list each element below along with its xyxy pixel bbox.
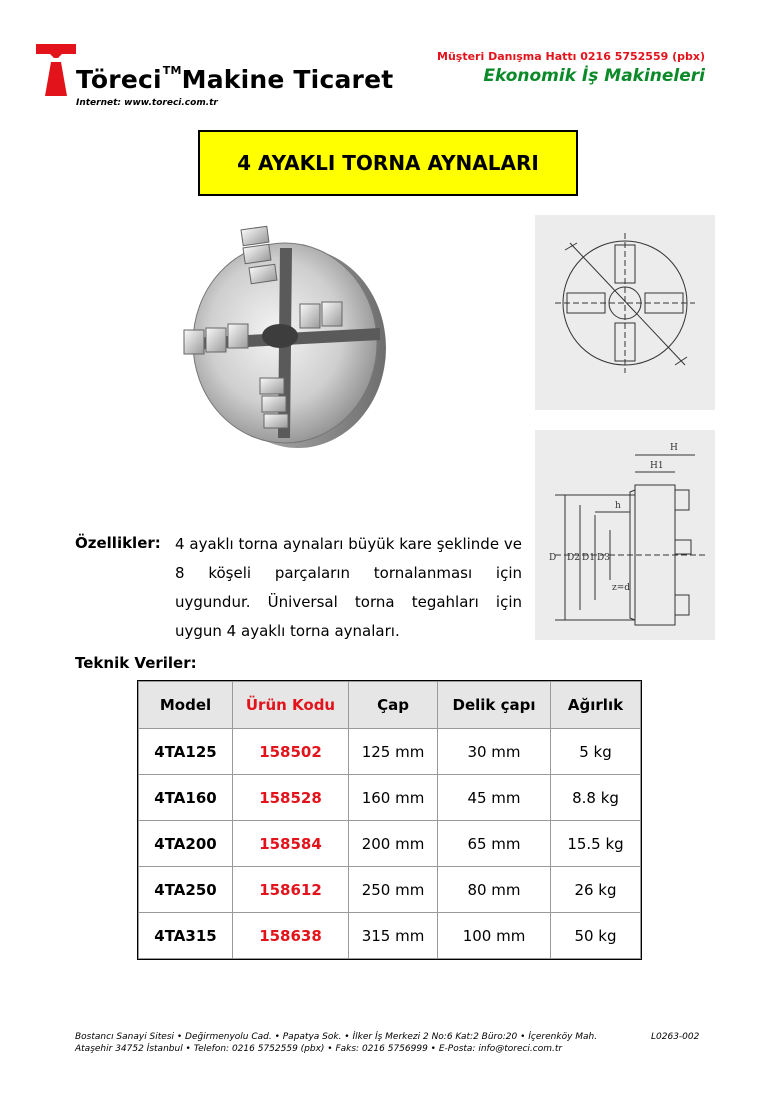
page-title: 4 AYAKLI TORNA AYNALARI	[198, 130, 578, 196]
document-code: L0263-002	[651, 1032, 700, 1042]
table-row	[139, 867, 641, 913]
chuck-photo-image	[180, 218, 390, 458]
cell-product-code: 158502	[233, 729, 349, 775]
dim-label-zd: z=d	[612, 583, 631, 593]
cell-diameter: 125 mm	[349, 729, 438, 775]
website-link[interactable]: Internet: www.toreci.com.tr	[76, 98, 218, 108]
cell-product-code: 158612	[233, 867, 349, 913]
cell-weight: 15.5 kg	[551, 821, 641, 867]
footer-address: Bostancı Sanayi Sitesi • Değirmenyolu Cad. • Papatya Sok. • İlker İş Merkezi 2 No:6 Kat:2 Büro:20 • İçerenköy Mah.	[75, 1032, 598, 1042]
technical-data-label: Teknik Veriler:	[75, 654, 197, 672]
cell-weight: 5 kg	[551, 729, 641, 775]
col-header-diameter: Çap	[349, 682, 438, 729]
cell-diameter: 315 mm	[349, 913, 438, 959]
dim-label-D: D	[549, 553, 557, 563]
dim-label-D2: D2	[567, 553, 580, 563]
dim-label-D3: D3	[597, 553, 610, 563]
cell-weight: 8.8 kg	[551, 775, 641, 821]
brand-name: Töreci™Makine Ticaret	[76, 64, 394, 94]
cell-diameter: 160 mm	[349, 775, 438, 821]
col-header-model: Model	[139, 682, 233, 729]
spec-table	[138, 681, 641, 959]
cell-weight: 50 kg	[551, 913, 641, 959]
features-text: 4 ayaklı torna aynaları büyük kare şeklinde ve 8 köşeli parçaların tornalanması için uygundur. Üniversal torna tegahları için uygun 4 ayaklı torna aynaları.	[175, 535, 522, 640]
cell-model: 4TA125	[139, 729, 233, 775]
dim-label-D1: D1	[582, 553, 595, 563]
col-header-weight: Ağırlık	[551, 682, 641, 729]
logo-icon	[36, 44, 76, 96]
cell-diameter: 250 mm	[349, 867, 438, 913]
chuck-side-section-diagram	[535, 430, 715, 640]
cell-product-code: 158528	[233, 775, 349, 821]
dim-label-H: H	[670, 443, 678, 453]
cell-diameter: 200 mm	[349, 821, 438, 867]
col-header-product-code: Ürün Kodu	[233, 682, 349, 729]
table-row	[139, 729, 641, 775]
dim-label-h: h	[615, 501, 621, 511]
cell-weight: 26 kg	[551, 867, 641, 913]
cell-model: 4TA160	[139, 775, 233, 821]
cell-product-code: 158584	[233, 821, 349, 867]
dim-label-H1: H1	[650, 461, 664, 471]
table-row	[139, 775, 641, 821]
slogan-text: Ekonomik İş Makineleri	[483, 66, 705, 86]
cell-model: 4TA250	[139, 867, 233, 913]
chuck-front-view-diagram	[535, 215, 715, 410]
cell-bore: 65 mm	[438, 821, 551, 867]
hotline-text: Müşteri Danışma Hattı 0216 5752559 (pbx)	[437, 50, 705, 63]
table-header-row	[139, 682, 641, 729]
cell-model: 4TA200	[139, 821, 233, 867]
cell-bore: 30 mm	[438, 729, 551, 775]
cell-bore: 100 mm	[438, 913, 551, 959]
col-header-bore: Delik çapı	[438, 682, 551, 729]
table-row	[139, 821, 641, 867]
footer-contact: Ataşehir 34752 İstanbul • Telefon: 0216 5752559 (pbx) • Faks: 0216 5756999 • E-Posta: info@toreci.com.tr	[75, 1044, 563, 1054]
features-label: Özellikler:	[75, 534, 161, 552]
cell-model: 4TA315	[139, 913, 233, 959]
cell-bore: 80 mm	[438, 867, 551, 913]
table-row	[139, 913, 641, 959]
cell-product-code: 158638	[233, 913, 349, 959]
cell-bore: 45 mm	[438, 775, 551, 821]
